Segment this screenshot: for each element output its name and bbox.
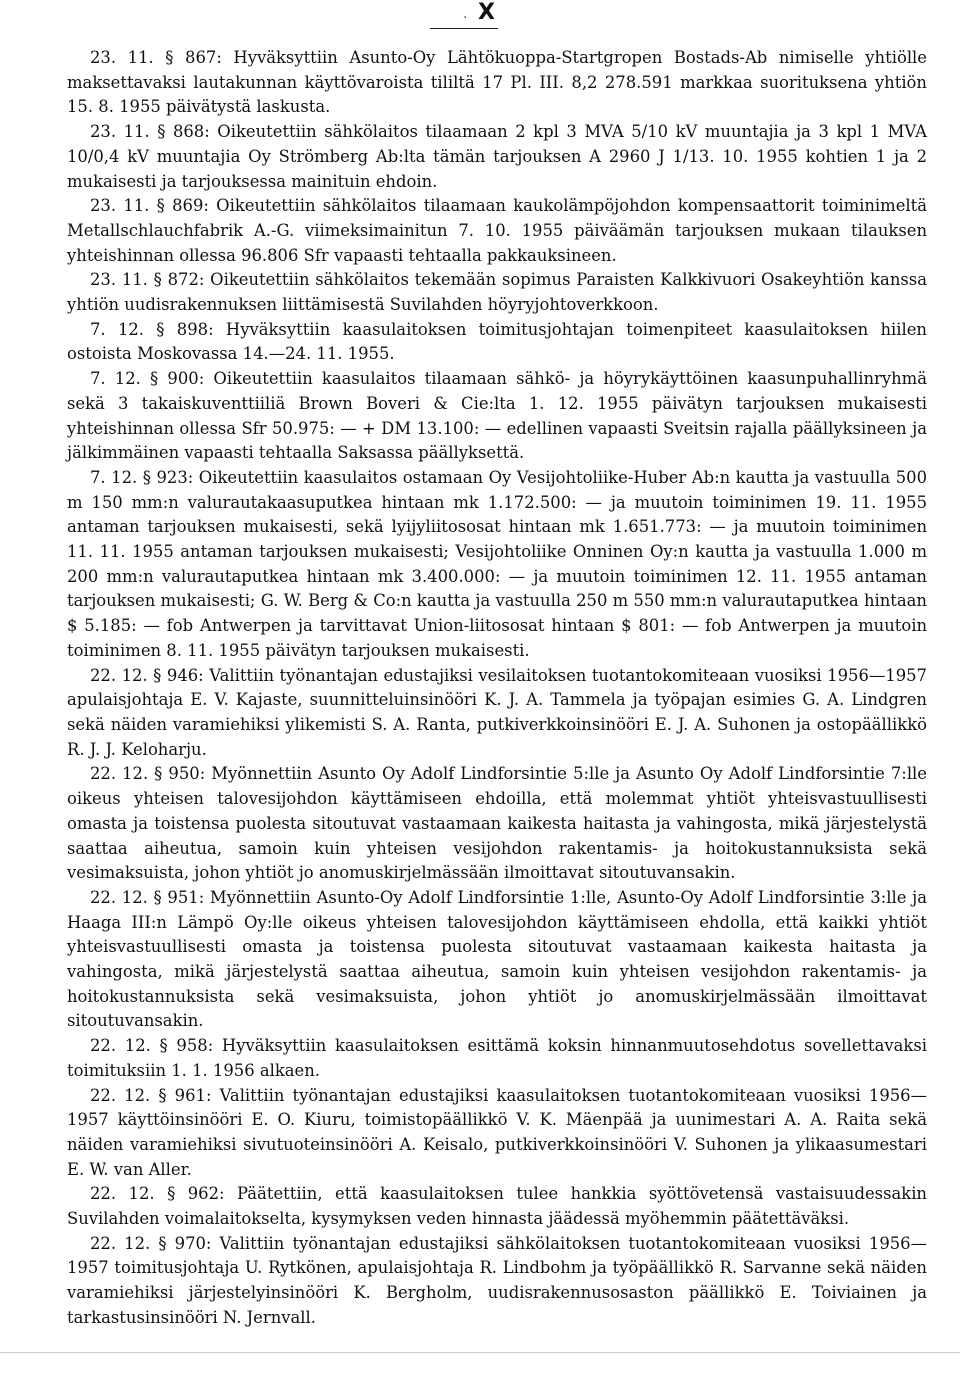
paragraph-946: 22. 12. § 946: Valittiin työnantajan edustajiksi vesilaitoksen tuotantokomiteaan vuosiksi 1956—1957 apulaisjohtaja E. V. Kajaste, suunnitteluinsinööri K. J. A. Tammela ja työpajan esimies G. A. Lindgren sekä näiden varamiehiksi ylikemisti S. A. Ranta, putkiverkkoinsinööri E. J. A. Suhonen ja ostopäällikkö R. J. J. Keloharju.: [67, 665, 927, 759]
paragraph-898: 7. 12. § 898: Hyväksyttiin kaasulaitoksen toimitusjohtajan toimenpiteet kaasulaitoksen hiilen ostoista Moskovassa 14.—24. 11. 1955.: [67, 319, 927, 364]
header-rule: [430, 28, 498, 29]
paragraph-923: 7. 12. § 923: Oikeutettiin kaasulaitos ostamaan Oy Vesijohtoliike-Huber Ab:n kautta ja vastuulla 500 m 150 mm:n valurautakaasuputkea hintaan mk 1.172.500: — ja muutoin toiminimen 19. 11. 1955 antaman tarjouksen mukaisesti, sekä lyijyliitososat hintaan mk 1.651.773: — ja muutoin toiminimen 11. 11. 1955 antaman tarjouksen mukaisesti; Vesijohtoliike Onninen Oy:n kautta ja vastuulla 1.000 m 200 mm:n valurautaputkea hintaan mk 3.400.000: — ja muutoin toiminimen 12. 11. 1955 antaman tarjouksen mukaisesti; G. W. Berg & Co:n kautta ja vastuulla 250 m 550 mm:n valurautaputkea hintaan $ 5.185: — fob Antwerpen ja tarvittavat Union-liitososat hintaan $ 801: — fob Antwerpen ja muutoin toiminimen 8. 11. 1955 päivätyn tarjouksen mukaisesti.: [67, 467, 927, 660]
paragraph-970: 22. 12. § 970: Valittiin työnantajan edustajiksi sähkölaitoksen tuotantokomiteaan vuosiksi 1956—1957 toimitusjohtaja U. Rytkönen, apulaisjohtaja R. Lindbohm ja työpäällikkö R. Sarvanne sekä näiden varamiehiksi järjestelyinsinööri K. Bergholm, uudisrakennusosaston päällikkö E. Toiviainen ja tarkastusinsinööri N. Jernvall.: [67, 1233, 927, 1327]
paragraph-961: 22. 12. § 961: Valittiin työnantajan edustajiksi kaasulaitoksen tuotantokomiteaan vuosiksi 1956—1957 käyttöinsinööri E. O. Kiuru, toimistopäällikkö V. K. Mäenpää ja uunimestari A. A. Raita sekä näiden varamiehiksi sivutuoteinsinööri A. Keisalo, putkiverkkoinsinööri V. Suhonen ja ylikaasumestari E. W. van Aller.: [67, 1085, 927, 1179]
paragraph-872: 23. 11. § 872: Oikeutettiin sähkölaitos tekemään sopimus Paraisten Kalkkivuori Osakeyhtiön kanssa yhtiön uudisrakennuksen liittämisestä Suvilahden höyryjohtoverkkoon.: [67, 270, 927, 315]
paragraph-900: 7. 12. § 900: Oikeutettiin kaasulaitos tilaamaan sähkö- ja höyrykäyttöinen kaasunpuhallinryhmä sekä 3 takaiskuventtiiliä Brown Boveri & Cie:lta 1. 12. 1955 päivätyn tarjouksen mukaisesti yhteishinnan ollessa Sfr 50.975: — + DM 13.100: — edellinen vapaasti Sveitsin rajalla päällyksineen ja jälkimmäinen vapaasti tehtaalla Saksassa päällyksettä.: [67, 369, 927, 463]
document-body: [67, 46, 927, 1331]
paragraph-958: 22. 12. § 958: Hyväksyttiin kaasulaitoksen esittämä koksin hinnanmuutosehdotus sovellettavaksi toimituksiin 1. 1. 1956 alkaen.: [67, 1036, 927, 1080]
paragraph-962: 22. 12. § 962: Päätettiin, että kaasulaitoksen tulee hankkia syöttövetensä vastaisuudessakin Suvilahden voimalaitokselta, kysymyksen veden hinnasta jäädessä myöhemmin päätettäväksi.: [67, 1184, 927, 1229]
page-bottom-edge: [0, 1352, 960, 1353]
header-dot: .: [463, 6, 468, 22]
paragraph-869: 23. 11. § 869: Oikeutettiin sähkölaitos tilaamaan kaukolämpöjohdon kompensaattorit toiminimeltä Metallschlauchfabrik A.-G. viimeksimainitun 7. 10. 1955 päiväämän tarjouksen mukaan tilauksen yhteishinnan ollessa 96.806 Sfr vapaasti tehtaalla pakkauksineen.: [67, 196, 927, 265]
paragraph-868: 23. 11. § 868: Oikeutettiin sähkölaitos tilaamaan 2 kpl 3 MVA 5/10 kV muuntajia ja 3 kpl 1 MVA 10/0,4 kV muuntajia Oy Strömberg Ab:lta tämän tarjouksen A 2960 J 1/13. 10. 1955 kohtien 1 ja 2 mukaisesti ja tarjouksessa mainituin ehdoin.: [67, 122, 927, 191]
paragraph-951: 22. 12. § 951: Myönnettiin Asunto-Oy Adolf Lindforsintie 1:lle, Asunto-Oy Adolf Lindforsintie 3:lle ja Haaga III:n Lämpö Oy:lle oikeus yhteisen talovesijohdon käyttämiseen ehdolla, että kaikki yhtiöt yhteisvastuullisesti omasta ja toistensa puolesta sitoutuvat vastaamaan kaikesta haitasta ja vahingosta, mikä järjestelystä saattaa aiheutua, samoin kuin yhteisen vesijohdon rakentamis- ja hoitokustannuksista sekä vesimaksuista, johon yhtiöt jo anomuskirjelmässään ilmoittavat sitoutuvansakin.: [67, 887, 927, 1031]
paragraph-950: 22. 12. § 950: Myönnettiin Asunto Oy Adolf Lindforsintie 5:lle ja Asunto Oy Adolf Lindforsintie 7:lle oikeus yhteisen talovesijohdon käyttämiseen ehdoilla, että molemmat yhtiöt yhteisvastuullisesti omasta ja toistensa puolesta sitoutuvat vastaamaan kaikesta haitasta ja vahingosta, mikä järjestelystä saattaa aiheutua, samoin kuin yhteisen vesijohdon rakentamis- ja hoitokustannuksista sekä vesimaksuista, johon yhtiöt jo anomuskirjelmässään ilmoittavat sitoutuvansakin.: [67, 764, 927, 883]
section-mark: X: [478, 0, 495, 25]
page-header: [0, 0, 960, 30]
paragraph-867: 23. 11. § 867: Hyväksyttiin Asunto-Oy Lähtökuoppa-Startgropen Bostads-Ab nimiselle yhtiölle maksettavaksi lautakunnan käyttövaroista tililtä 17 Pl. III. 8,2 278.591 markkaa suorituksena yhtiön 15. 8. 1955 päivätystä laskusta.: [67, 48, 927, 117]
